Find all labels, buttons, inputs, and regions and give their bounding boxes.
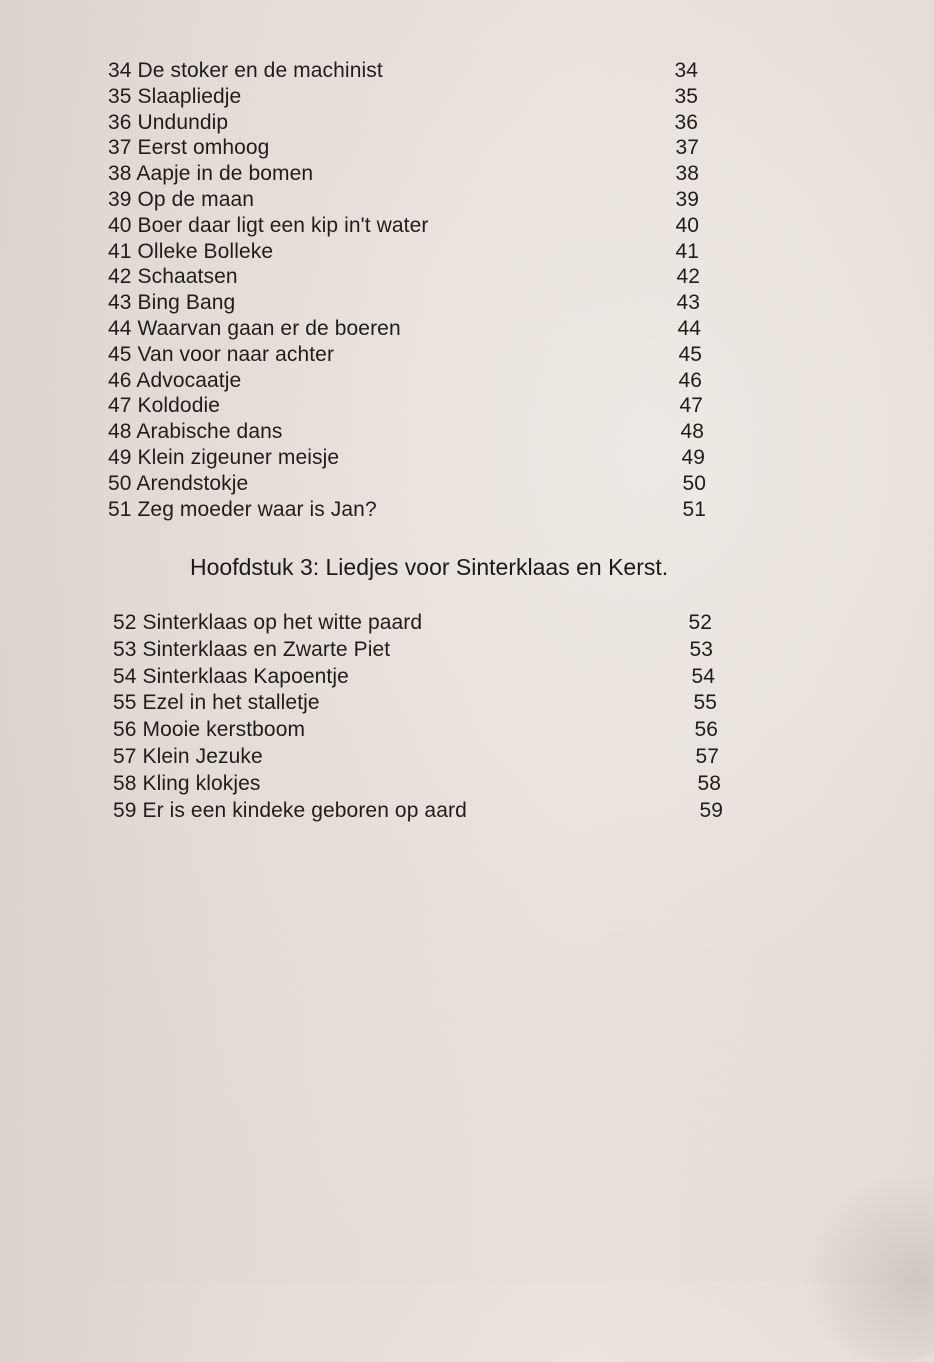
toc-entry [108, 342, 708, 368]
toc-entry [113, 637, 723, 664]
page-shadow [794, 1162, 934, 1362]
toc-entry-page: 51 [682, 497, 706, 521]
toc-entry-title: 44 Waarvan gaan er de boeren [108, 316, 401, 340]
toc-entry-page: 43 [676, 291, 700, 315]
toc-entry [108, 135, 708, 161]
toc-entry-page: 59 [699, 798, 723, 822]
toc-entry-title: 43 Bing Bang [108, 291, 236, 315]
toc-entry [108, 316, 708, 342]
toc-entry [113, 771, 723, 798]
toc-entry [108, 497, 708, 523]
toc-entry-page: 40 [675, 213, 699, 237]
toc-entry-title: 41 Olleke Bolleke [108, 239, 274, 263]
toc-entry [108, 239, 708, 265]
toc-entry [108, 58, 708, 84]
toc-entry-title: 58 Kling klokjes [113, 771, 261, 795]
toc-entry-title: 38 Aapje in de bomen [108, 162, 314, 186]
toc-entry [113, 664, 723, 691]
toc-entry [108, 161, 708, 187]
toc-entry-page: 48 [680, 420, 704, 444]
toc-entry-title: 57 Klein Jezuke [113, 744, 263, 768]
toc-entry [108, 419, 708, 445]
toc-entry-title: 56 Mooie kerstboom [113, 718, 306, 742]
toc-entry-page: 54 [691, 664, 715, 688]
toc-entry-title: 50 Arendstokje [108, 471, 249, 495]
toc-entry-title: 49 Klein zigeuner meisje [108, 445, 340, 469]
chapter-heading: Hoofdstuk 3: Liedjes voor Sinterklaas en Kerst. [190, 554, 669, 580]
toc-entry-page: 39 [675, 187, 699, 211]
toc-entry-page: 34 [674, 59, 698, 82]
toc-entry-title: 39 Op de maan [108, 187, 255, 211]
toc-entry-page: 50 [682, 471, 706, 495]
toc-entry-title: 45 Van voor naar achter [108, 342, 335, 366]
toc-entry-page: 37 [675, 136, 699, 160]
toc-entry-page: 52 [688, 611, 712, 634]
toc-entry-page: 58 [697, 771, 721, 795]
toc-entry [113, 610, 723, 637]
toc-entry-page: 41 [675, 239, 699, 263]
toc-entry-page: 56 [694, 718, 718, 742]
toc-entry-page: 55 [693, 691, 717, 715]
toc-entry-title: 53 Sinterklaas en Zwarte Piet [113, 637, 391, 661]
toc-entry-title: 42 Schaatsen [108, 265, 238, 289]
toc-entry-title: 51 Zeg moeder waar is Jan? [108, 497, 377, 521]
toc-entry-title: 48 Arabische dans [108, 420, 283, 444]
toc-entry-page: 44 [677, 316, 701, 340]
toc-entry-title: 36 Undundip [108, 110, 229, 134]
toc-entry-page: 45 [678, 342, 702, 366]
toc-list-chapter-3 [113, 610, 723, 824]
toc-entry-page: 35 [674, 84, 698, 108]
toc-entry [113, 798, 723, 825]
toc-entry-title: 46 Advocaatje [108, 368, 242, 392]
toc-entry-page: 36 [674, 110, 698, 134]
toc-entry-title: 55 Ezel in het stalletje [113, 691, 320, 715]
toc-entry [108, 84, 708, 110]
toc-entry [113, 717, 723, 744]
toc-entry-page: 38 [675, 162, 699, 186]
toc-list-chapter-2-continued [108, 58, 708, 522]
toc-entry [113, 744, 723, 771]
toc-entry-title: 52 Sinterklaas op het witte paard [113, 611, 423, 634]
toc-entry-page: 53 [689, 637, 713, 661]
toc-entry [108, 290, 708, 316]
toc-entry-title: 40 Boer daar ligt een kip in't water [108, 213, 429, 237]
toc-entry [113, 690, 723, 717]
toc-entry-title: 47 Koldodie [108, 394, 221, 418]
toc-entry-title: 34 De stoker en de machinist [108, 59, 383, 82]
toc-entry [108, 187, 708, 213]
toc-entry-title: 37 Eerst omhoog [108, 136, 270, 160]
toc-entry-title: 35 Slaapliedje [108, 84, 242, 108]
toc-entry-page: 42 [676, 265, 700, 289]
toc-entry [108, 213, 708, 239]
toc-entry [108, 368, 708, 394]
toc-entry-page: 46 [678, 368, 702, 392]
toc-entry [108, 264, 708, 290]
toc-entry [108, 471, 708, 497]
toc-entry [108, 445, 708, 471]
toc-entry-title: 59 Er is een kindeke geboren op aard [113, 798, 467, 822]
toc-entry [108, 393, 708, 419]
toc-entry-page: 57 [695, 744, 719, 768]
toc-entry-page: 47 [679, 394, 703, 418]
toc-entry [108, 110, 708, 136]
toc-entry-page: 49 [681, 445, 705, 469]
toc-entry-title: 54 Sinterklaas Kapoentje [113, 664, 349, 688]
